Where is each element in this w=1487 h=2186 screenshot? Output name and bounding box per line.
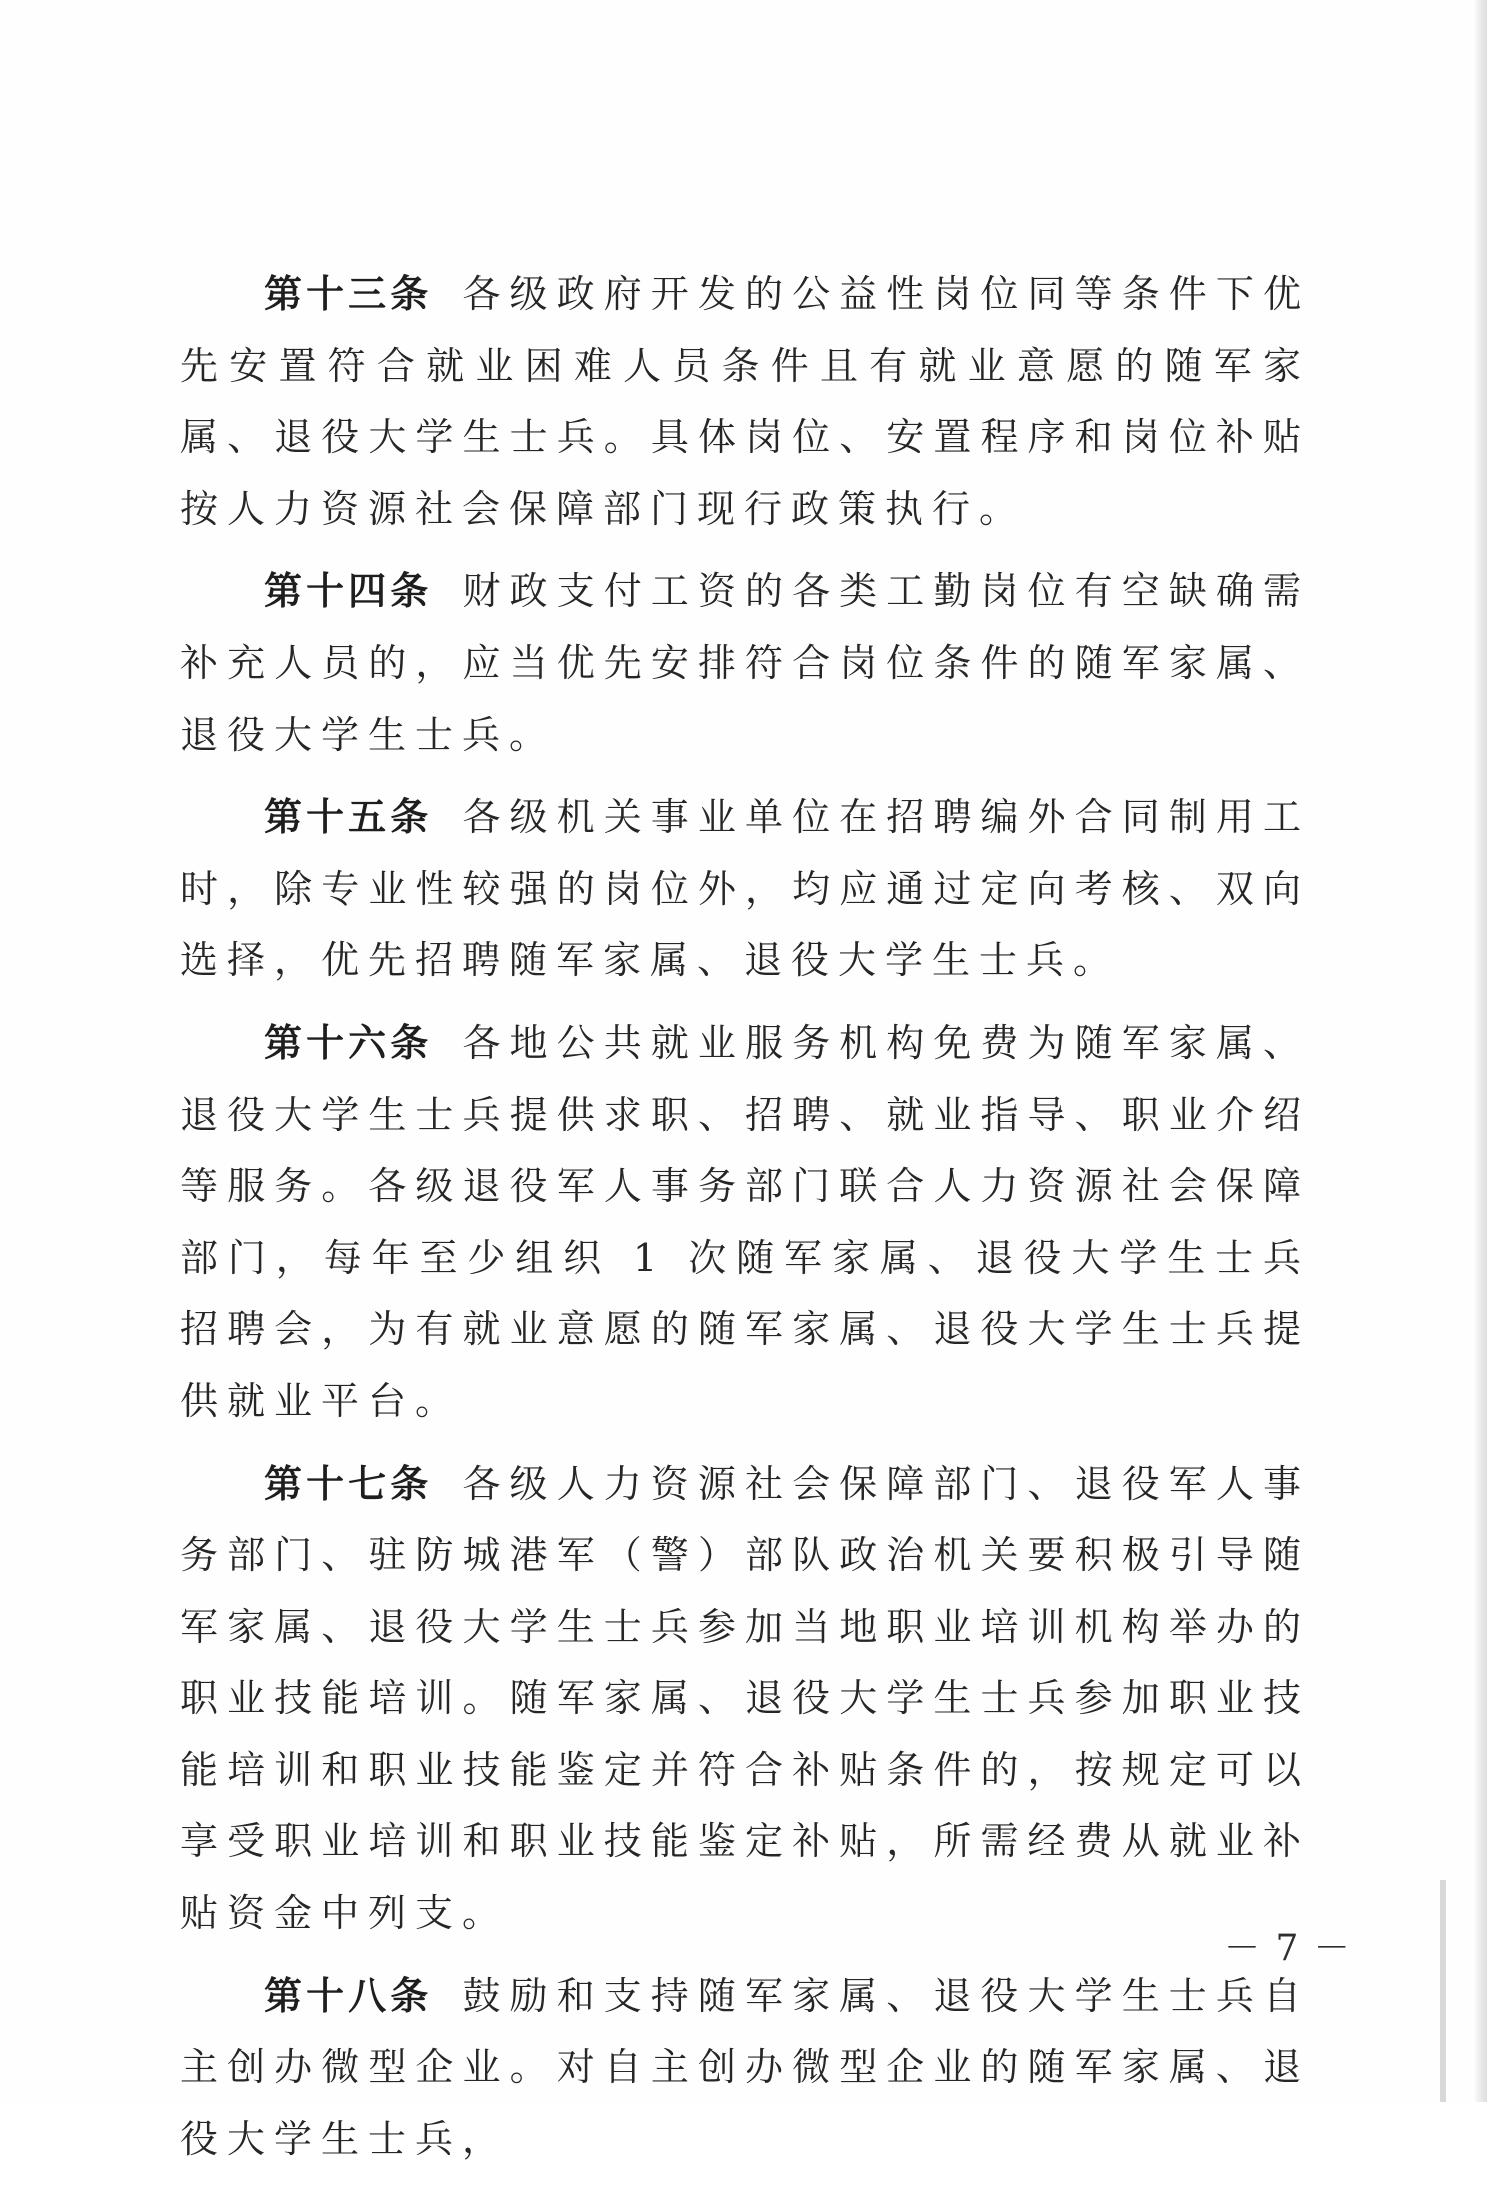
document-body (180, 259, 1310, 2186)
article-18 (180, 1961, 1310, 2176)
article-text: 财政支付工资的各类工勤岗位有空缺确需补充人员的，应当优先安排符合岗位条件的随军家属、退役大学生士兵。 (180, 569, 1310, 757)
article-number: 第十四条 (264, 569, 433, 614)
article-text: 各地公共就业服务机构免费为随军家属、退役大学生士兵提供求职、招聘、就业指导、职业介绍等服务。各级退役军人事务部门联合人力资源社会保障部门，每年至少组织 1 次随军家属、退役大学生士兵招聘会，为有就业意愿的随军家属、退役大学生士兵提供就业平台。 (180, 1020, 1310, 1423)
article-number: 第十七条 (264, 1461, 433, 1506)
article-14 (180, 556, 1310, 771)
article-17 (180, 1449, 1310, 1950)
article-text: 各级政府开发的公益性岗位同等条件下优先安置符合就业困难人员条件且有就业意愿的随军家属、退役大学生士兵。具体岗位、安置程序和岗位补贴按人力资源社会保障部门现行政策执行。 (180, 272, 1310, 531)
article-text: 各级人力资源社会保障部门、退役军人事务部门、驻防城港军（警）部队政治机关要积极引导随军家属、退役大学生士兵参加当地职业培训机构举办的职业技能培训。随军家属、退役大学生士兵参加职业技能培训和职业技能鉴定并符合补贴条件的，按规定可以享受职业培训和职业技能鉴定补贴，所需经费从就业补贴资金中列支。 (180, 1461, 1310, 1936)
article-text: 鼓励和支持随军家属、退役大学生士兵自主创办微型企业。对自主创办微型企业的随军家属、退役大学生士兵， (180, 1973, 1310, 2161)
article-number: 第十八条 (264, 1973, 433, 2018)
article-16 (180, 1008, 1310, 1438)
article-13 (180, 259, 1310, 545)
article-number: 第十三条 (264, 272, 433, 316)
article-15 (180, 782, 1310, 997)
scan-edge-line (1440, 1880, 1446, 2102)
article-number: 第十五条 (264, 795, 433, 840)
article-text: 各级机关事业单位在招聘编外合同制用工时，除专业性较强的岗位外，均应通过定向考核、双向选择，优先招聘随军家属、退役大学生士兵。 (180, 795, 1310, 983)
article-number: 第十六条 (264, 1020, 433, 1065)
page-number: － 7 － (1224, 1928, 1352, 1969)
scan-edge-shadow (1473, 0, 1487, 2102)
